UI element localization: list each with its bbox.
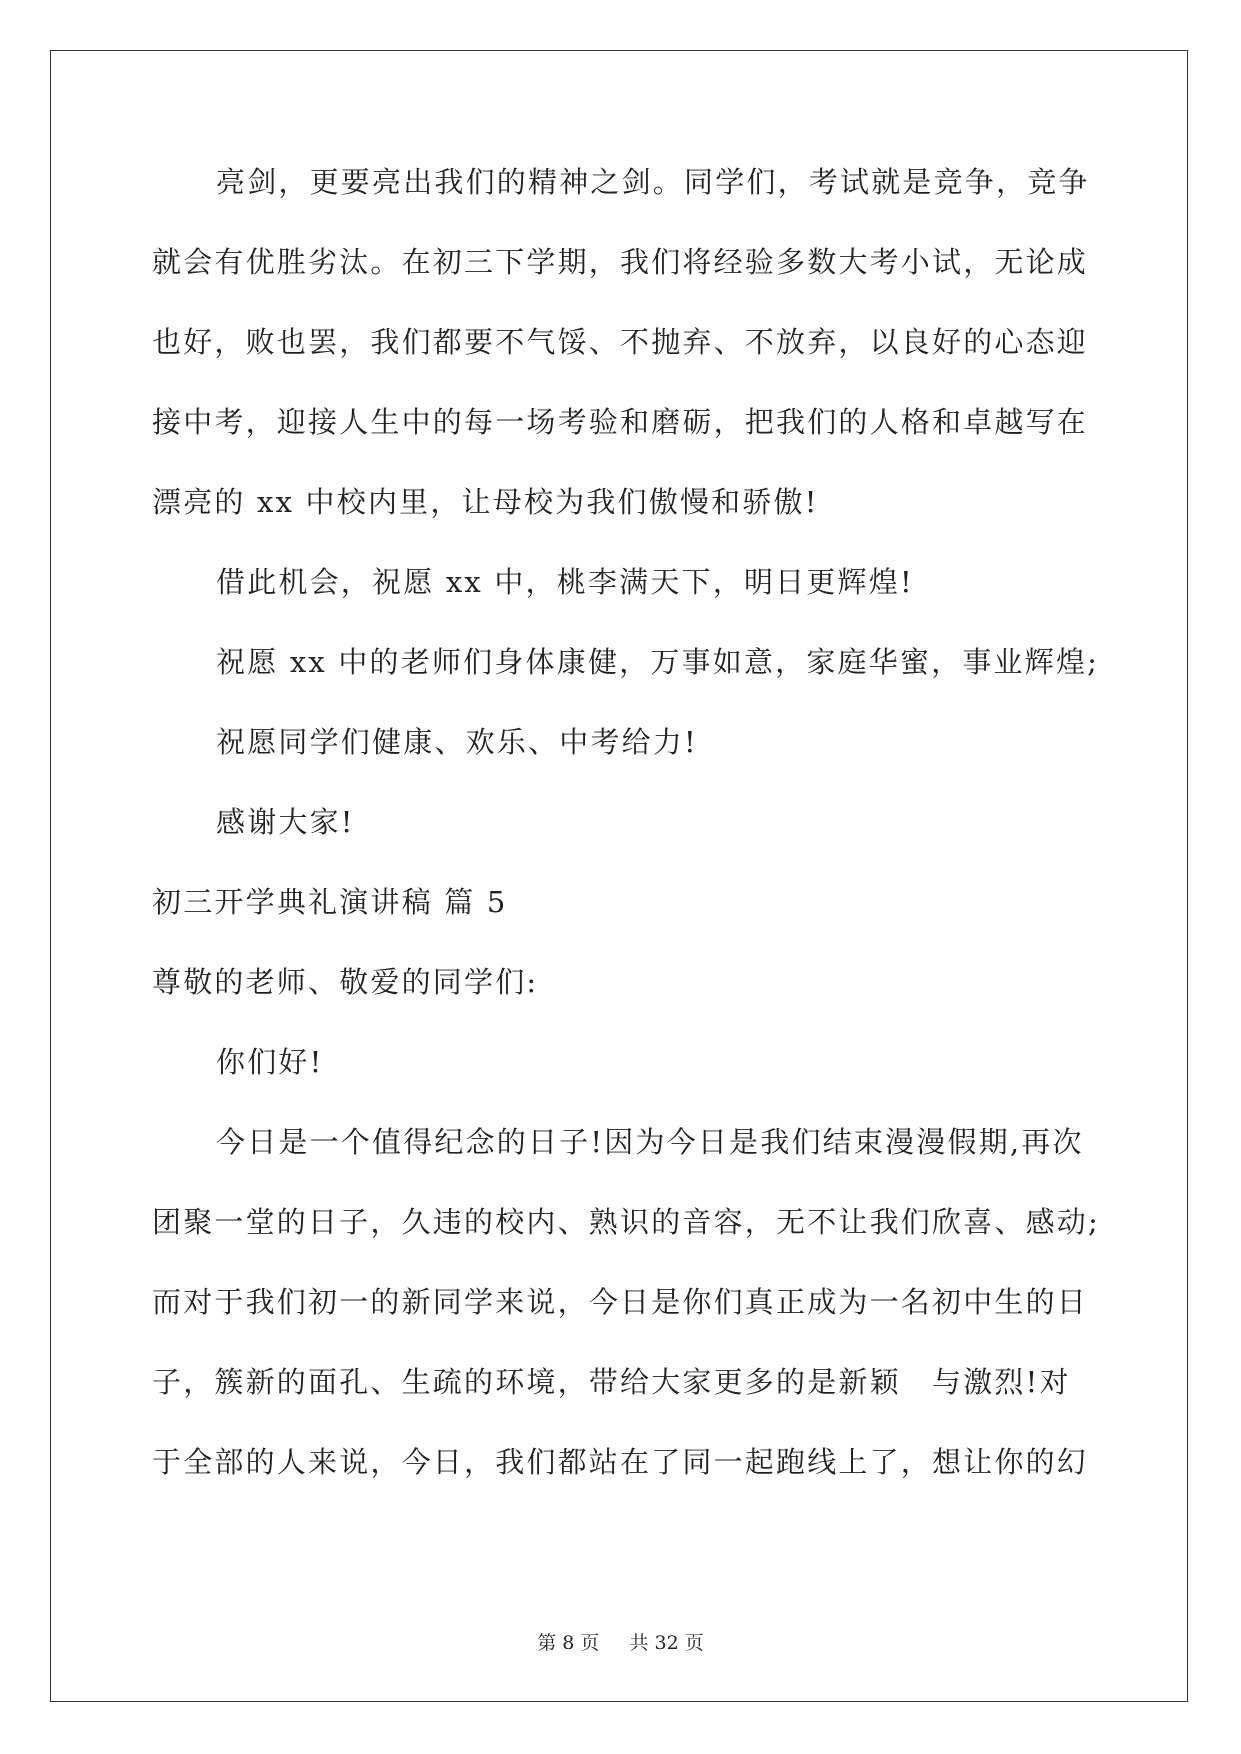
page-number: 第 8 页: [537, 1632, 600, 1654]
page-total: 共 32 页: [629, 1632, 704, 1654]
document-body: [152, 163, 1102, 1523]
text-line: 子，簇新的面孔、生疏的环境，带给大家更多的是新颖 与激烈!对: [152, 1365, 1071, 1399]
text-line: 你们好!: [216, 1045, 324, 1079]
text-line: 漂亮的 xx 中校内里，让母校为我们傲慢和骄傲!: [152, 485, 819, 519]
text-line: 今日是一个值得纪念的日子!因为今日是我们结束漫漫假期,再次: [216, 1125, 1084, 1159]
text-line: 也好，败也罢，我们都要不气馁、不抛弃、不放弃，以良好的心态迎: [152, 325, 1089, 359]
text-line: 借此机会，祝愿 xx 中，桃李满天下，明日更辉煌!: [216, 565, 914, 599]
text-line: 就会有优胜劣汰。在初三下学期，我们将经验多数大考小试，无论成: [152, 245, 1089, 279]
page-footer: [0, 1628, 1241, 1655]
text-line: 而对于我们初一的新同学来说，今日是你们真正成为一名初中生的日: [152, 1285, 1089, 1319]
text-line: 感谢大家!: [216, 805, 355, 839]
text-line: 尊敬的老师、敬爱的同学们:: [152, 965, 539, 999]
text-line: 团聚一堂的日子，久违的校内、熟识的音容，无不让我们欣喜、感动;: [152, 1205, 1100, 1239]
text-line: 祝愿同学们健康、欢乐、中考给力!: [216, 725, 698, 759]
text-line: 初三开学典礼演讲稿 篇 5: [152, 885, 508, 919]
text-line: 祝愿 xx 中的老师们身体康健，万事如意，家庭华蜜，事业辉煌;: [216, 645, 1100, 679]
text-line: 于全部的人来说，今日，我们都站在了同一起跑线上了，想让你的幻: [152, 1445, 1089, 1479]
text-line: 亮剑，更要亮出我们的精神之剑。同学们，考试就是竞争，竞争: [216, 165, 1090, 199]
text-line: 接中考，迎接人生中的每一场考验和磨砺，把我们的人格和卓越写在: [152, 405, 1089, 439]
